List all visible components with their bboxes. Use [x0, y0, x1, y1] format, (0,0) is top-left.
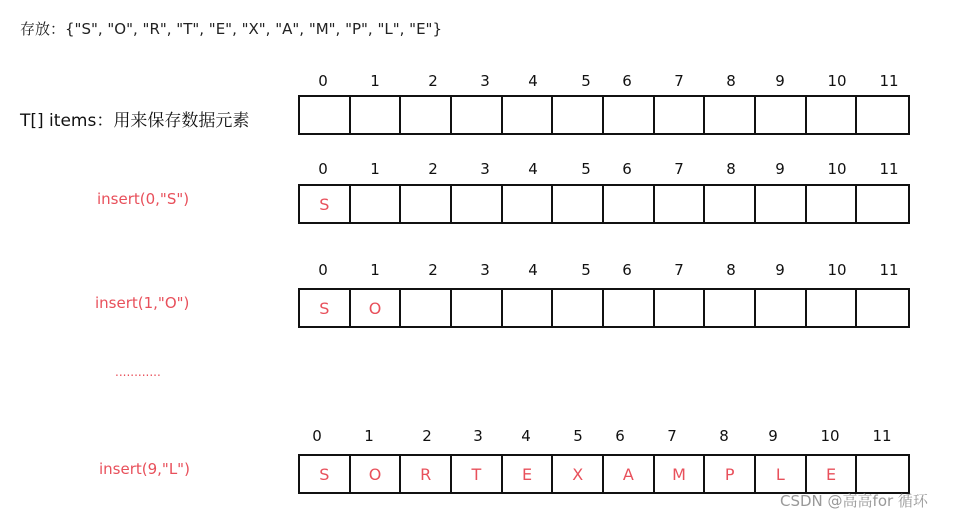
- index-label: 9: [775, 72, 785, 90]
- array-cell: [503, 290, 554, 326]
- items-array: [298, 184, 910, 224]
- index-row: [298, 72, 910, 92]
- caption: 存放：{"S", "O", "R", "T", "E", "X", "A", "M", "P", "L", "E"}: [20, 20, 442, 38]
- array-cell: [351, 186, 402, 222]
- index-label: 8: [726, 160, 736, 178]
- index-label: 1: [364, 427, 374, 445]
- index-label: 1: [370, 261, 380, 279]
- index-label: 7: [674, 261, 684, 279]
- index-label: 10: [820, 427, 840, 445]
- array-cell: [857, 290, 908, 326]
- items-array: [298, 288, 910, 328]
- index-label: 4: [528, 72, 538, 90]
- array-cell: S: [300, 290, 351, 326]
- array-cell: [604, 290, 655, 326]
- index-label: 6: [622, 160, 632, 178]
- array-cell: [553, 97, 604, 133]
- insert-label: insert(1,"O"): [95, 294, 190, 312]
- index-label: 9: [775, 160, 785, 178]
- index-label: 6: [615, 427, 625, 445]
- array-cell: E: [503, 456, 554, 492]
- index-label: 7: [667, 427, 677, 445]
- array-cell: [655, 97, 706, 133]
- array-cell: [503, 186, 554, 222]
- array-cell: [857, 97, 908, 133]
- array-cell: S: [300, 186, 351, 222]
- index-label: 5: [581, 261, 591, 279]
- array-cell: [756, 290, 807, 326]
- index-label: 7: [674, 72, 684, 90]
- index-row: [298, 160, 910, 180]
- array-cell: L: [756, 456, 807, 492]
- array-cell: X: [553, 456, 604, 492]
- index-label: 9: [768, 427, 778, 445]
- index-label: 3: [480, 72, 490, 90]
- index-label: 2: [428, 72, 438, 90]
- array-cell: A: [604, 456, 655, 492]
- array-cell: O: [351, 290, 402, 326]
- array-cell: [807, 186, 858, 222]
- array-cell: [807, 97, 858, 133]
- index-label: 5: [573, 427, 583, 445]
- array-cell: [807, 290, 858, 326]
- array-cell: [452, 186, 503, 222]
- index-label: 7: [674, 160, 684, 178]
- array-cell: [604, 186, 655, 222]
- array-cell: [857, 456, 908, 492]
- array-cell: [756, 186, 807, 222]
- array-cell: [857, 186, 908, 222]
- index-label: 4: [521, 427, 531, 445]
- array-cell: [705, 97, 756, 133]
- array-cell: [604, 97, 655, 133]
- array-cell: [705, 290, 756, 326]
- csdn-watermark: CSDN @高高for 循环: [780, 492, 928, 510]
- index-label: 0: [312, 427, 322, 445]
- array-cell: T: [452, 456, 503, 492]
- array-cell: [452, 290, 503, 326]
- array-cell: [756, 97, 807, 133]
- index-label: 10: [827, 160, 847, 178]
- array-cell: [401, 186, 452, 222]
- array-cell: [705, 186, 756, 222]
- array-cell: E: [807, 456, 858, 492]
- array-cell: [553, 290, 604, 326]
- array-cell: [655, 290, 706, 326]
- items-array: [298, 454, 910, 494]
- index-label: 10: [827, 72, 847, 90]
- index-label: 1: [370, 160, 380, 178]
- index-label: 5: [581, 160, 591, 178]
- array-cell: M: [655, 456, 706, 492]
- index-label: 8: [726, 261, 736, 279]
- array-cell: [401, 290, 452, 326]
- index-label: 10: [827, 261, 847, 279]
- insert-label: insert(0,"S"): [97, 190, 190, 208]
- array-cell: S: [300, 456, 351, 492]
- array-cell: R: [401, 456, 452, 492]
- index-label: 9: [775, 261, 785, 279]
- index-label: 11: [879, 261, 899, 279]
- array-cell: [351, 97, 402, 133]
- index-label: 4: [528, 261, 538, 279]
- index-label: 3: [473, 427, 483, 445]
- items-array: [298, 95, 910, 135]
- array-cell: [503, 97, 554, 133]
- array-cell: [655, 186, 706, 222]
- array-cell: [452, 97, 503, 133]
- index-label: 11: [879, 72, 899, 90]
- index-label: 0: [318, 160, 328, 178]
- ellipsis: ............: [115, 365, 161, 379]
- index-label: 1: [370, 72, 380, 90]
- index-label: 3: [480, 261, 490, 279]
- index-label: 2: [428, 261, 438, 279]
- index-label: 4: [528, 160, 538, 178]
- index-label: 8: [726, 72, 736, 90]
- index-label: 3: [480, 160, 490, 178]
- index-label: 0: [318, 72, 328, 90]
- index-label: 0: [318, 261, 328, 279]
- index-label: 2: [422, 427, 432, 445]
- index-label: 8: [719, 427, 729, 445]
- array-cell: [401, 97, 452, 133]
- index-row: [298, 427, 910, 447]
- index-label: 6: [622, 72, 632, 90]
- items-label: T[] items：用来保存数据元素: [20, 111, 250, 131]
- index-label: 11: [872, 427, 892, 445]
- array-cell: [300, 97, 351, 133]
- index-label: 6: [622, 261, 632, 279]
- insert-label: insert(9,"L"): [99, 460, 190, 478]
- array-cell: O: [351, 456, 402, 492]
- index-label: 2: [428, 160, 438, 178]
- index-label: 11: [879, 160, 899, 178]
- index-label: 5: [581, 72, 591, 90]
- array-cell: [553, 186, 604, 222]
- index-row: [298, 261, 910, 281]
- array-cell: P: [705, 456, 756, 492]
